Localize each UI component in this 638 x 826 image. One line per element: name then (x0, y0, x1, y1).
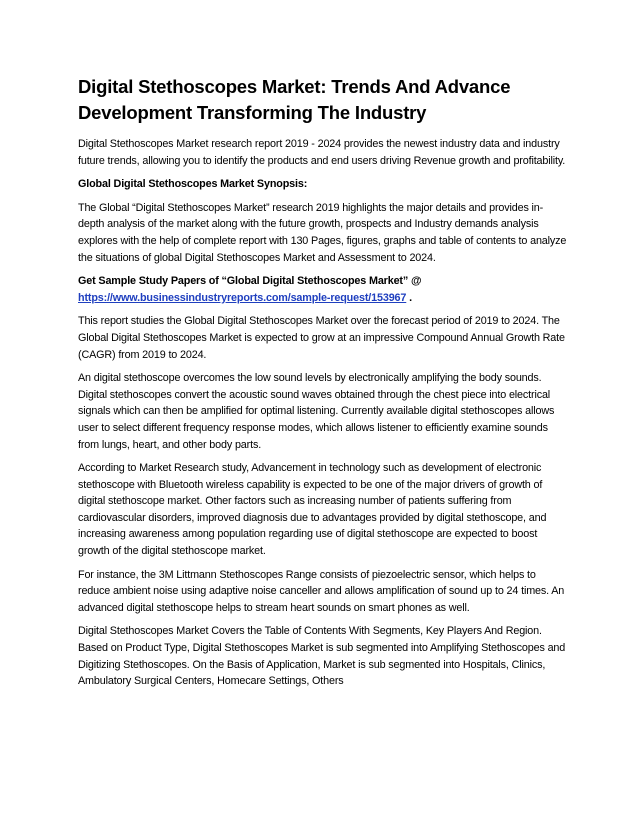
sample-request-suffix: . (406, 291, 412, 304)
toc-paragraph: Digital Stethoscopes Market Covers the Table of Contents With Segments, Key Players And Region. Based on Product Type, Digital Stethoscopes Market is sub segmented into Amplifying Stethoscopes and Digitizing Stethoscopes. On the Basis of Application, Market is sub segmented into Hospitals, Clinics, Ambulatory Surgical Centers, Homecare Settings, Others (78, 625, 566, 688)
sample-request-link[interactable]: https://www.businessindustryreports.com/sample-request/153967 (78, 291, 407, 304)
document-page (78, 74, 568, 697)
forecast-paragraph: This report studies the Global Digital Stethoscopes Market over the forecast period of 2019 to 2024. The Global Digital Stethoscopes Market is expected to grow at an impressive Compound Annual Growth Rate (CAGR) from 2019 to 2024. (78, 315, 565, 361)
intro-paragraph: Digital Stethoscopes Market research report 2019 - 2024 provides the newest industry data and industry future trends, allowing you to identify the products and end users driving Revenue growth and profitability. (78, 138, 566, 167)
research-paragraph: According to Market Research study, Advancement in technology such as development of electronic stethoscope with Bluetooth wireless capability is expected to be one of the major drivers of growth of digital stethoscope market. Other factors such as increasing number of patients suffering from cardiovascular disorders, improved diagnosis due to advantages provided by digital stethoscope, and increasing awareness among population regarding use of digital stethoscope are expected to boost growth of the digital stethoscope market. (78, 462, 547, 558)
example-paragraph: For instance, the 3M Littmann Stethoscopes Range consists of piezoelectric sensor, which helps to reduce ambient noise using adaptive noise canceller and allows amplification of sound up to 24 times. An advanced digital stethoscope helps to stream heart sounds on smart phones as well. (78, 568, 565, 614)
synopsis-paragraph: The Global “Digital Stethoscopes Market” research 2019 highlights the major details and provides in-depth analysis of the market along with the future growth, prospects and Industry demands analysis explores with the help of complete report with 130 Pages, figures, graphs and table of contents to analyze the situations of global Digital Stethoscopes Market and Assessment to 2024. (78, 201, 567, 264)
description-paragraph: An digital stethoscope overcomes the low sound levels by electronically amplifying the body sounds. Digital stethoscopes convert the acoustic sound waves obtained through the chest piece into electrical signals which can then be amplified for optimal listening. Currently available digital stethoscopes allows user to select different frequency response modes, which allows listener to efficiently examine sounds from lungs, heart, and other body parts. (78, 372, 555, 451)
page-title: Digital Stethoscopes Market: Trends And Advance Development Transforming The Industry (78, 76, 511, 123)
sample-request-paragraph (78, 273, 568, 306)
sample-request-label: Get Sample Study Papers of “Global Digital Stethoscopes Market” @ (78, 275, 422, 288)
synopsis-heading: Global Digital Stethoscopes Market Synopsis: (78, 178, 308, 191)
